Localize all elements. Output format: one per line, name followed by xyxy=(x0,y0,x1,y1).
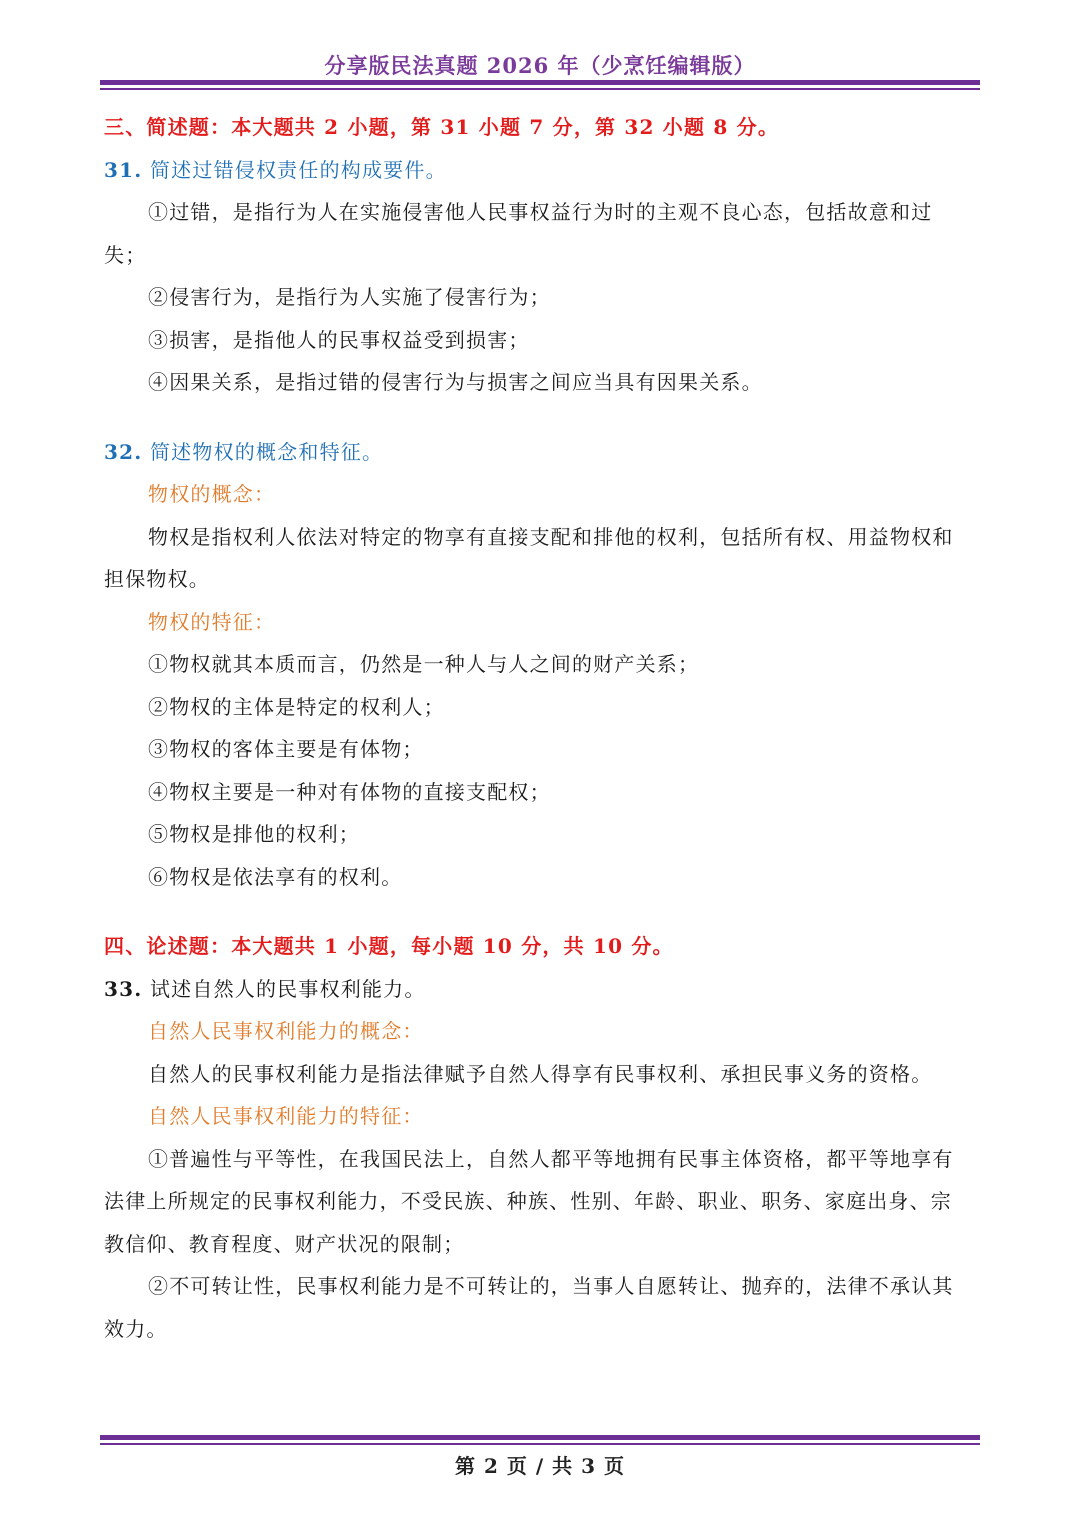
question-31-text: 简述过错侵权责任的构成要件。 xyxy=(149,157,447,182)
spacer xyxy=(104,898,974,925)
page-number: 第 2 页 / 共 3 页 xyxy=(455,1454,625,1478)
question-33-text: 试述自然人的民事权利能力。 xyxy=(149,976,426,1001)
footer-rule xyxy=(100,1435,980,1445)
q32-feature-item: ②物权的主体是特定的权利人； xyxy=(148,694,445,719)
q33-feature-continuation: 教信仰、教育程度、财产状况的限制； xyxy=(104,1231,465,1256)
question-33-title xyxy=(104,968,974,1011)
q33-feature-label: 自然人民事权利能力的特征： xyxy=(148,1104,424,1128)
question-31-number: 31. xyxy=(104,157,143,182)
question-32-title xyxy=(104,431,974,474)
q32-feature-item: ③物权的客体主要是有体物； xyxy=(148,737,424,761)
question-32-text: 简述物权的概念和特征。 xyxy=(149,439,384,464)
q32-feature-label: 物权的特征： xyxy=(148,609,276,634)
header-rule-thick xyxy=(100,80,980,85)
q32-concept-text: 物权是指权利人依法对特定的物享有直接支配和排他的权利，包括所有权、用益物权和 xyxy=(148,524,954,549)
q33-concept-label: 自然人民事权利能力的概念： xyxy=(148,1019,424,1043)
q32-feature-item: ⑥物权是依法享有的权利。 xyxy=(148,864,403,889)
question-33-number: 33. xyxy=(104,976,143,1001)
q31-item: ①过错，是指行为人在实施侵害他人民事权益行为时的主观不良心态，包括故意和过 xyxy=(148,200,933,224)
q32-concept-label: 物权的概念： xyxy=(148,482,276,506)
q31-item: ④因果关系，是指过错的侵害行为与损害之间应当具有因果关系。 xyxy=(148,370,763,394)
document-header-title: 分享版民法真题 2026 年（少烹饪编辑版） xyxy=(324,53,756,78)
q33-feature-item: ②不可转让性，民事权利能力是不可转让的，当事人自愿转让、抛弃的，法律不承认其 xyxy=(148,1274,954,1298)
header-rule xyxy=(100,80,980,90)
q33-feature-item: ①普遍性与平等性，在我国民法上，自然人都平等地拥有民事主体资格，都平等地享有 xyxy=(148,1146,954,1171)
q32-feature-item: ⑤物权是排他的权利； xyxy=(148,822,360,846)
section-4-heading: 四、论述题：本大题共 1 小题，每小题 10 分，共 10 分。 xyxy=(104,934,674,958)
spacer xyxy=(104,404,974,431)
q33-feature-continuation: 效力。 xyxy=(104,1316,168,1341)
page-content xyxy=(104,106,974,1350)
q33-feature-continuation: 法律上所规定的民事权利能力，不受民族、种族、性别、年龄、职业、职务、家庭出身、宗 xyxy=(104,1189,952,1213)
header-rule-thin xyxy=(100,88,980,90)
question-31-title xyxy=(104,149,974,192)
q31-item-continuation: 失； xyxy=(104,242,147,267)
q32-feature-item: ④物权主要是一种对有体物的直接支配权； xyxy=(148,779,551,804)
q32-feature-item: ①物权就其本质而言，仍然是一种人与人之间的财产关系； xyxy=(148,652,700,676)
section-3-heading: 三、简述题：本大题共 2 小题，第 31 小题 7 分，第 32 小题 8 分。 xyxy=(104,115,780,139)
question-32-number: 32. xyxy=(104,439,143,464)
q31-item: ③损害，是指他人的民事权益受到损害； xyxy=(148,327,530,352)
footer-rule-thin xyxy=(100,1443,980,1445)
q33-concept-text: 自然人的民事权利能力是指法律赋予自然人得享有民事权利、承担民事义务的资格。 xyxy=(148,1061,933,1086)
footer-rule-thick xyxy=(100,1435,980,1440)
q31-item: ②侵害行为，是指行为人实施了侵害行为； xyxy=(148,285,551,309)
q32-concept-text-continuation: 担保物权。 xyxy=(104,567,210,591)
